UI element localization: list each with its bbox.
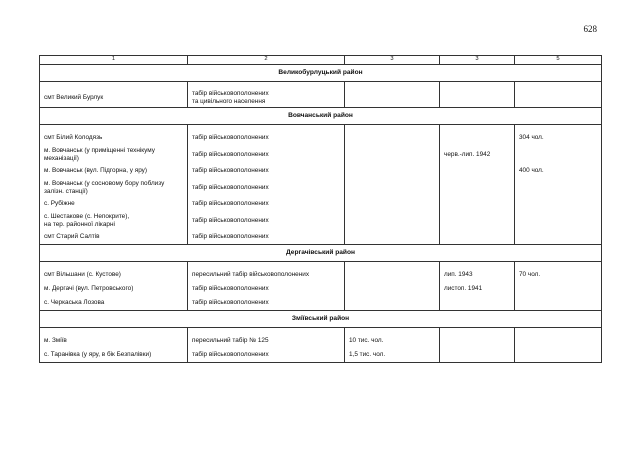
quantity-cell (345, 197, 440, 211)
camp-type-cell: табір військовополонених (188, 211, 345, 230)
header-row (40, 56, 602, 65)
camp-type-cell: табір військовополонених (188, 178, 345, 197)
date-cell: лип. 1943 (440, 268, 515, 282)
count-cell (515, 178, 602, 197)
camp-type-cell: табір військовополонених (188, 348, 345, 363)
quantity-cell (345, 131, 440, 145)
camps-table (39, 55, 602, 363)
place-cell: м. Вовчанськ (вул. Підгорна, у яру) (40, 164, 188, 178)
camp-type-cell: табір військовополонених (188, 230, 345, 245)
count-cell (515, 211, 602, 230)
header-cell: 2 (188, 56, 345, 65)
table-row (40, 348, 602, 363)
quantity-cell: 1,5 тис. чол. (345, 348, 440, 363)
region-title: Великобурлуцький район (40, 65, 602, 82)
table-row (40, 88, 602, 108)
date-cell (440, 131, 515, 145)
place-cell: с. Черкаська Лозова (40, 296, 188, 311)
table-row (40, 197, 602, 211)
date-cell (440, 178, 515, 197)
place-cell: с. Таранівка (у яру, в бік Безпалівки) (40, 348, 188, 363)
table-row (40, 131, 602, 145)
camp-type-cell: табір військовополонених (188, 145, 345, 164)
quantity-cell (345, 145, 440, 164)
quantity-cell (345, 211, 440, 230)
table-row (40, 268, 602, 282)
camp-type-cell: табір військовополонених (188, 164, 345, 178)
count-cell (515, 282, 602, 296)
region-row (40, 108, 602, 125)
region-title: Дергачівський район (40, 245, 602, 262)
place-cell: смт Старий Салтів (40, 230, 188, 245)
camp-type-cell: пересильний табір № 125 (188, 334, 345, 348)
count-cell (515, 197, 602, 211)
date-cell (440, 88, 515, 108)
table-row (40, 296, 602, 311)
place-cell: смт Білий Колодязь (40, 131, 188, 145)
place-cell: м. Зміїв (40, 334, 188, 348)
place-cell: м. Дергачі (вул. Петровського) (40, 282, 188, 296)
camp-type-cell: табір військовополонених (188, 296, 345, 311)
count-cell (515, 334, 602, 348)
date-cell (440, 296, 515, 311)
table-row (40, 178, 602, 197)
date-cell: листоп. 1941 (440, 282, 515, 296)
date-cell (440, 230, 515, 245)
camp-type-cell: табір військовополонених (188, 131, 345, 145)
date-cell: черв.-лип. 1942 (440, 145, 515, 164)
count-cell (515, 145, 602, 164)
camp-type-cell: табір військовополонених (188, 197, 345, 211)
date-cell (440, 211, 515, 230)
camp-type-cell: табір військовополонених (188, 282, 345, 296)
table-row (40, 282, 602, 296)
count-cell: 304 чол. (515, 131, 602, 145)
count-cell (515, 230, 602, 245)
table-row (40, 230, 602, 245)
header-cell: 3 (345, 56, 440, 65)
region-row (40, 245, 602, 262)
quantity-cell (345, 230, 440, 245)
place-cell: с. Шестакове (с. Непокрите), на тер. районної лікарні (40, 211, 188, 230)
count-cell (515, 88, 602, 108)
header-cell: 1 (40, 56, 188, 65)
count-cell: 400 чол. (515, 164, 602, 178)
quantity-cell (345, 88, 440, 108)
camp-type-cell: табір військовополонених та цивільного населення (188, 88, 345, 108)
header-cell: 5 (515, 56, 602, 65)
table-row (40, 164, 602, 178)
quantity-cell (345, 164, 440, 178)
table-row (40, 211, 602, 230)
date-cell (440, 334, 515, 348)
quantity-cell (345, 178, 440, 197)
count-cell (515, 348, 602, 363)
place-cell: смт Вільшани (с. Кустове) (40, 268, 188, 282)
page-number: 628 (583, 24, 597, 34)
region-title: Вовчанський район (40, 108, 602, 125)
region-row (40, 65, 602, 82)
count-cell (515, 296, 602, 311)
count-cell: 70 чол. (515, 268, 602, 282)
place-cell: м. Вовчанськ (у приміщенні технікуму механізації) (40, 145, 188, 164)
region-title: Зміївський район (40, 311, 602, 328)
table-row (40, 145, 602, 164)
place-cell: смт Великий Бурлук (40, 88, 188, 108)
camp-type-cell: пересильний табір військовополонених (188, 268, 345, 282)
place-cell: м. Вовчанськ (у сосновому бору поблизу залізн. станції) (40, 178, 188, 197)
quantity-cell (345, 282, 440, 296)
date-cell (440, 197, 515, 211)
date-cell (440, 164, 515, 178)
place-cell: с. Рубіжне (40, 197, 188, 211)
header-cell: 3 (440, 56, 515, 65)
table-row (40, 334, 602, 348)
quantity-cell (345, 296, 440, 311)
quantity-cell: 10 тис. чол. (345, 334, 440, 348)
quantity-cell (345, 268, 440, 282)
region-row (40, 311, 602, 328)
date-cell (440, 348, 515, 363)
